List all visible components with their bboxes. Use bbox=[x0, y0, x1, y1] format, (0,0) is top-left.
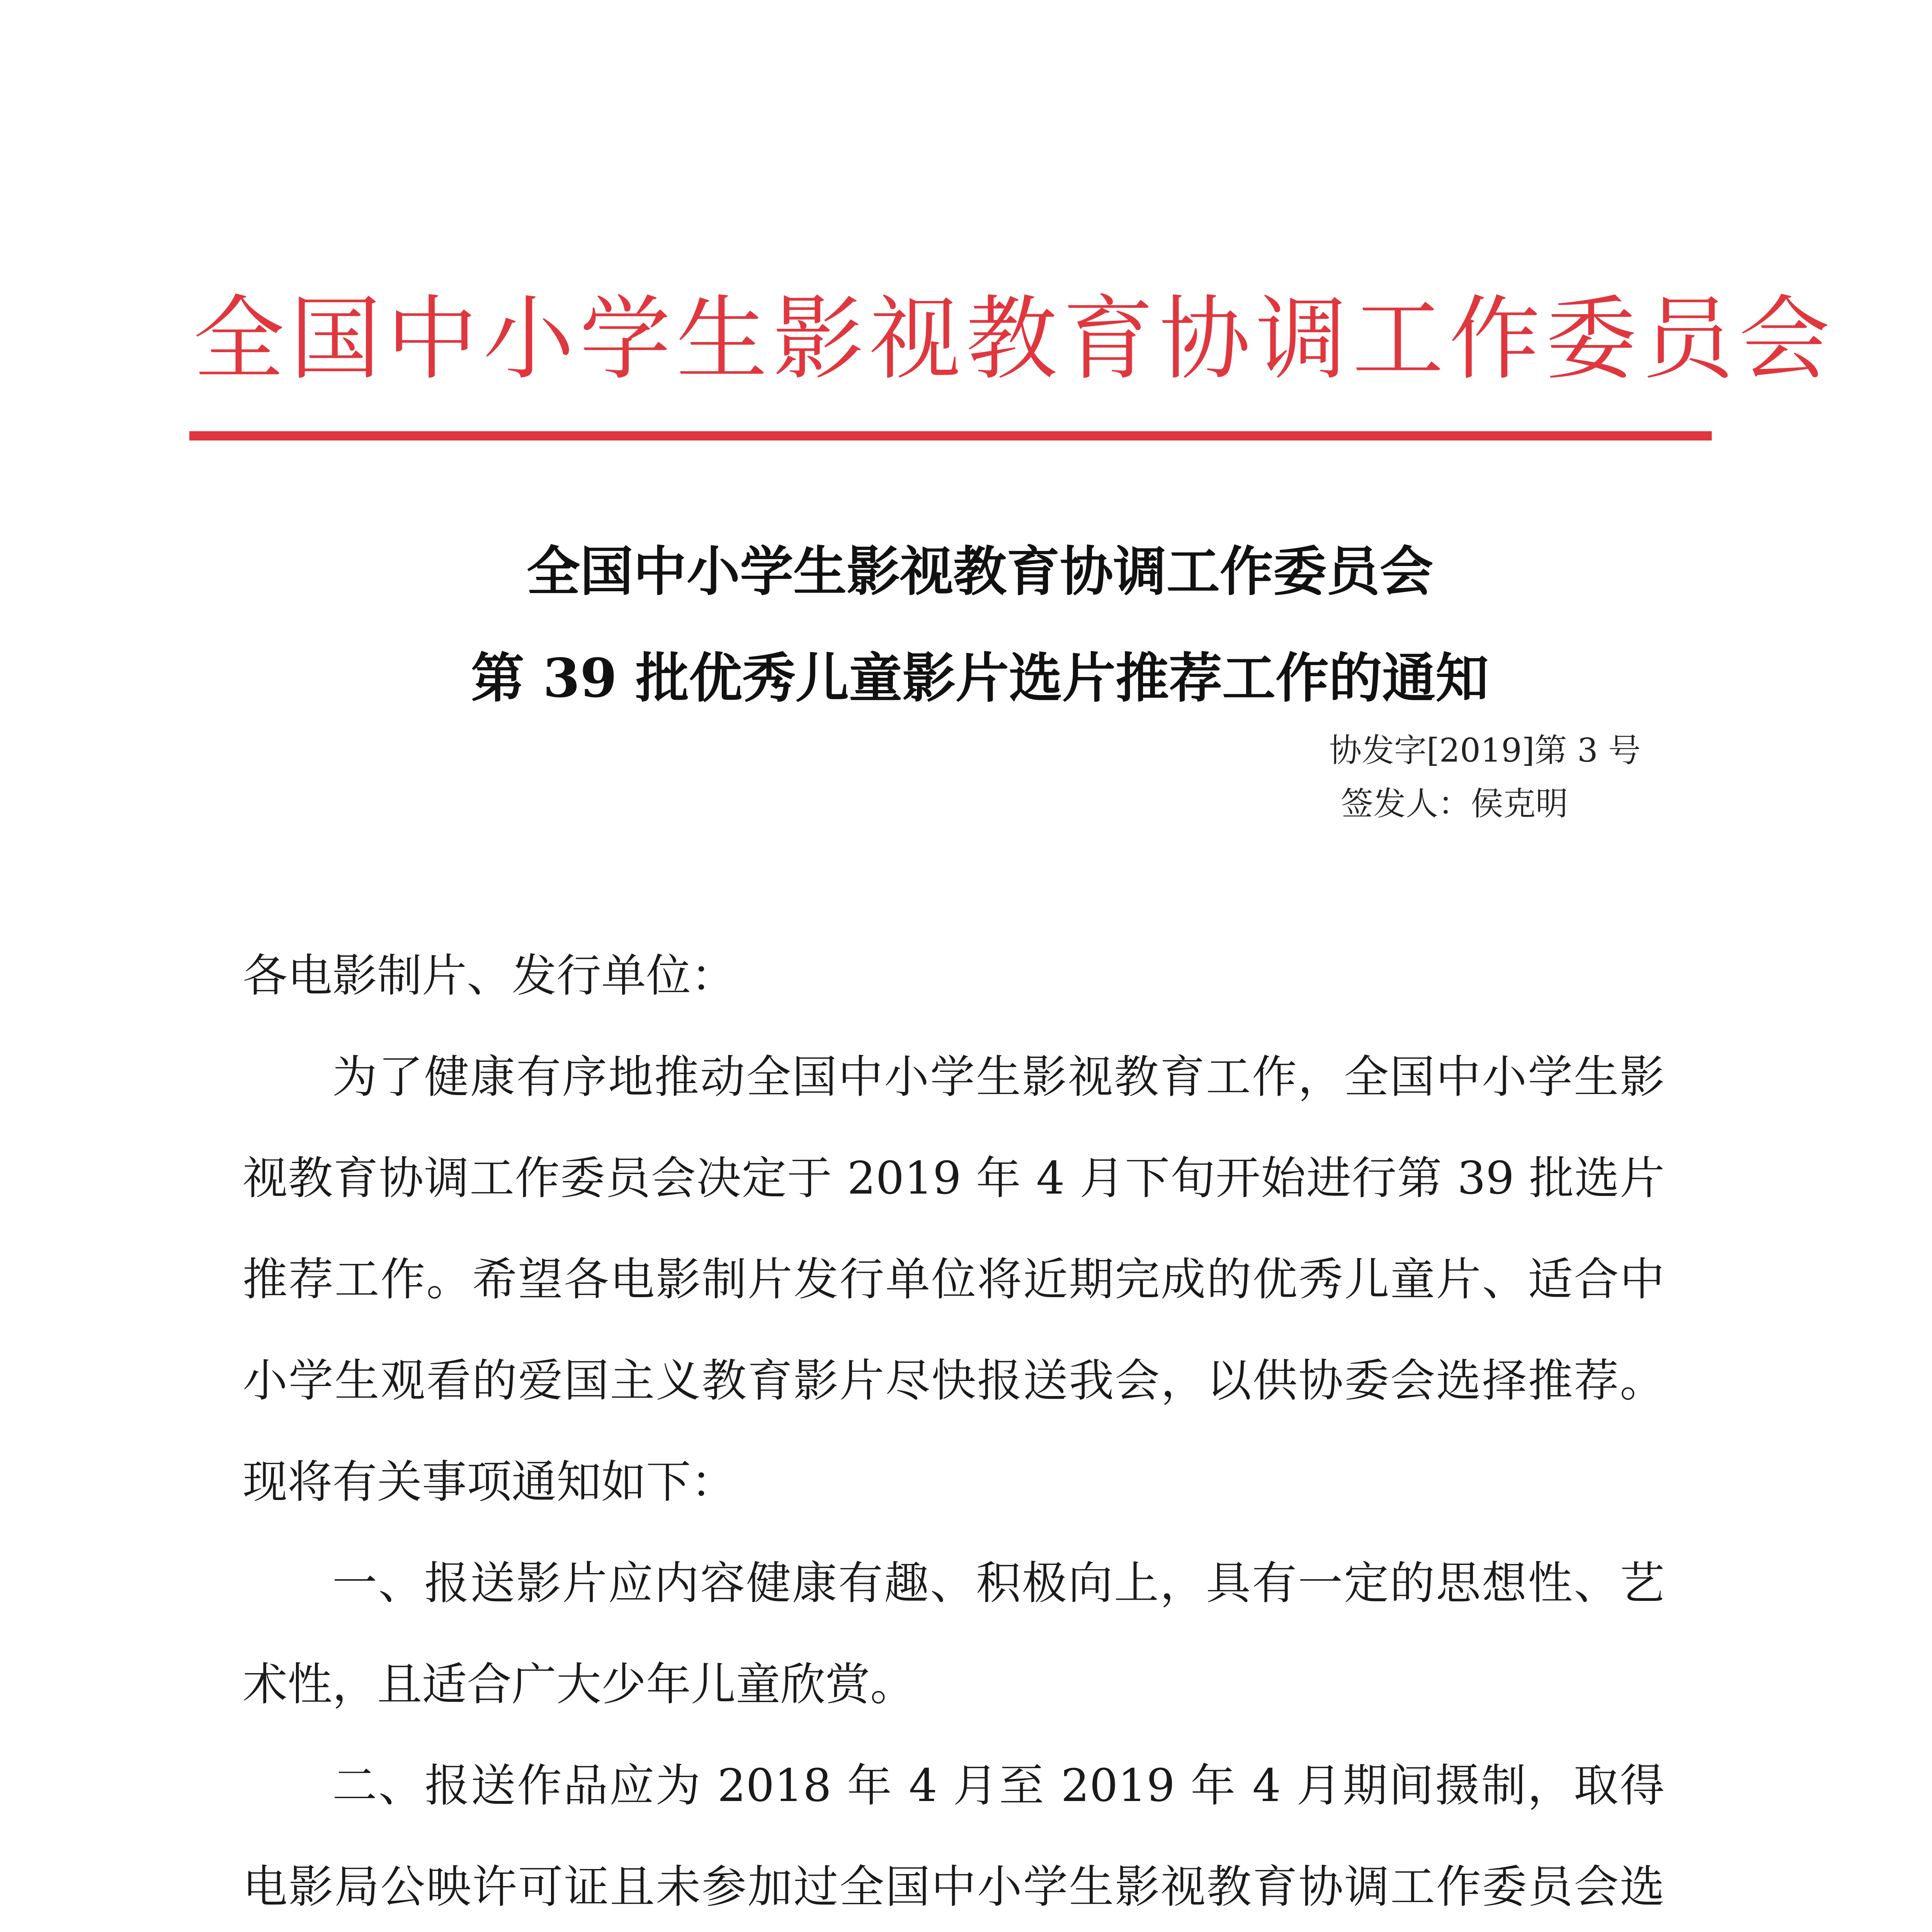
signer: 签发人：侯克明 bbox=[1341, 785, 1568, 823]
document-title-line1: 全国中小学生影视教育协调工作委员会 bbox=[526, 540, 1433, 603]
letterhead-organization: 全国中小学生影视教育协调工作委员会 bbox=[193, 286, 1836, 392]
salutation: 各电影制片、发行单位： bbox=[243, 950, 736, 1002]
body-paragraph: 二、报送作品应为 2018 年 4 月至 2019 年 4 月期间摄制，取得电影局公映许可证且未参加过全国中小学生影视教育协调工作委员会选 bbox=[243, 1760, 1665, 1913]
body-paragraph: 为了健康有序地推动全国中小学生影视教育工作，全国中小学生影视教育协调工作委员会决定于 2019 年 4 月下旬开始进行第 39 批选片推荐工作。希望各电影制片发行单位将近期完成的优秀儿童片、适合中小学生观看的爱国主义教育影片尽快报送我会，以供协委会选择推荐。现将有关事项通知如下： bbox=[243, 1051, 1665, 1508]
document-title-line2: 第 39 批优秀儿童影片选片推荐工作的通知 bbox=[471, 646, 1489, 709]
document-body bbox=[243, 925, 1665, 1932]
document-number: 协发字[2019]第 3 号 bbox=[1329, 731, 1641, 769]
letterhead-divider bbox=[189, 431, 1712, 440]
body-paragraph: 一、报送影片应内容健康有趣、积极向上，具有一定的思想性、艺术性，且适合广大少年儿童欣赏。 bbox=[243, 1557, 1665, 1711]
